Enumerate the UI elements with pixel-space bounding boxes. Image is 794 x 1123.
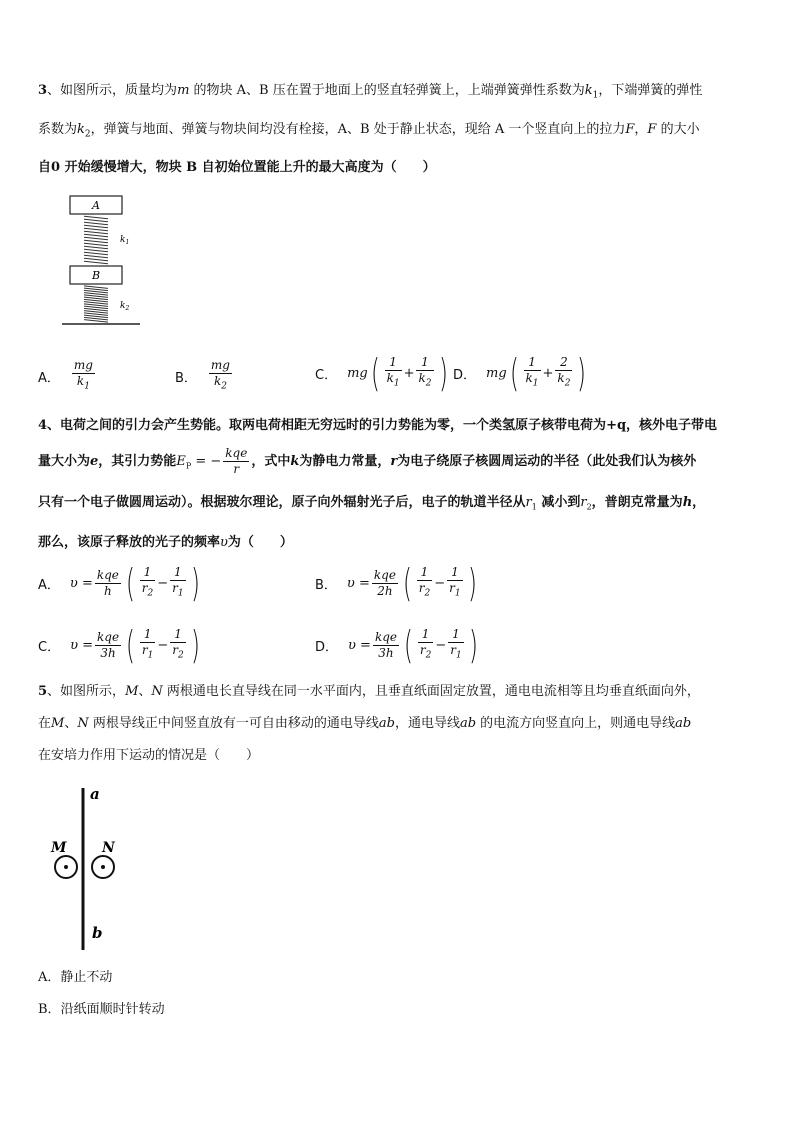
q4-line-2: 量大小为e，其引力势能$E_P$ = − $\frac{\text{kqe}}{r}$ ，式中k为静电力常量，r为电子绕原子核圆周运动的半径（此处我们认为核外: [38, 446, 697, 476]
question-4: [38, 408, 758, 561]
wire-label-n: N: [102, 840, 115, 856]
spring-coil: [84, 297, 108, 299]
wire-label-m: M: [51, 840, 67, 856]
q4-option-d[interactable]: D． υ = $\frac{\text{kqe}}{3h}$ ( $\frac{1}{r_2}$ − $\frac{1}{r_1}$ ): [315, 623, 478, 667]
spring-coil: [84, 302, 108, 304]
spring-coil: [84, 313, 108, 315]
q3-option-d[interactable]: D． mg ( $\frac{1}{k_1}$ + $\frac{2}{k_2}$ ): [453, 351, 587, 395]
spring-coil: [84, 320, 108, 322]
spring-coil: [84, 249, 108, 251]
spring-coil: [84, 237, 108, 239]
spring-coil: [84, 308, 108, 310]
spring-coil: [84, 295, 108, 297]
spring-coil: [84, 290, 108, 292]
spring-coil: [84, 299, 108, 301]
spring-coil: [84, 288, 108, 290]
spring-coil: [84, 228, 108, 230]
q4-option-b[interactable]: B． υ = $\frac{\text{kqe}}{2h}$ ( $\frac{1}{r_2}$ − $\frac{1}{r_1}$ ): [315, 561, 477, 605]
q5-line-1: 5、如图所示，M、N 两根通电长直导线在同一水平面内，且垂直纸面固定放置，通电电流相等且均垂直纸面向外，: [38, 684, 700, 699]
spring-coil: [84, 216, 108, 218]
q5-option-a[interactable]: A．静止不动: [38, 970, 113, 985]
spring-coil: [84, 243, 108, 245]
question-5: [38, 676, 758, 772]
spring-k2-label: $k_2$: [120, 301, 130, 312]
q3-line-3: 自0 开始缓慢增大，物块 B 自初始位置能上升的最大高度为（ ）: [38, 160, 436, 176]
spring-coil: [84, 225, 108, 227]
spring-coil: [84, 304, 108, 306]
q5-line-3: 在安培力作用下运动的情况是（ ）: [38, 748, 260, 763]
spring-coil: [84, 219, 108, 221]
question-3: [38, 74, 758, 185]
spring-coil: [84, 293, 108, 295]
spring-coil: [84, 306, 108, 308]
q4-option-a[interactable]: A． υ = $\frac{\text{kqe}}{h}$ ( $\frac{1}{r_2}$ − $\frac{1}{r_1}$ ): [38, 561, 200, 605]
wire-m-dot: [64, 865, 68, 869]
q5-line-2: 在M、N 两根导线正中间竖直放有一可自由移动的通电导线ab，通电导线ab 的电流方向竖直向上，则通电导线ab: [38, 716, 692, 731]
spring-coil: [84, 246, 108, 248]
spring-coil: [84, 258, 108, 260]
q3-line-1: 3、如图所示，质量均为m 的物块 A、B 压在置于地面上的竖直轻弹簧上，上端弹簧弹性系数为$k_1$，下端弹簧的弹性: [38, 83, 703, 101]
block-a-label: A: [92, 199, 100, 212]
spring-coil: [84, 286, 108, 288]
spring-coil: [84, 315, 108, 317]
spring-coil: [84, 317, 108, 319]
q4-option-c[interactable]: C． υ = $\frac{\text{kqe}}{3h}$ ( $\frac{1}{r_1}$ − $\frac{1}{r_2}$ ): [38, 623, 200, 667]
spring-coil: [84, 255, 108, 257]
wire-n-dot: [101, 865, 105, 869]
spring-coil: [84, 261, 108, 263]
block-b-label: B: [91, 269, 101, 282]
q4-line-4: 那么，该原子释放的光子的频率υ为（ ）: [38, 535, 293, 551]
spring-k1-label: $k_1$: [120, 235, 130, 246]
q4-line-1: 4、电荷之间的引力会产生势能。取两电荷相距无穷远时的引力势能为零，一个类氢原子核带电荷为+q，核外电子带电: [38, 418, 718, 433]
spring-coil: [84, 311, 108, 313]
spring-coil: [84, 222, 108, 224]
spring-k2: [84, 286, 108, 322]
q3-option-b[interactable]: B． $\frac{mg}{k_2}$: [175, 358, 230, 392]
q3-line-2: 系数为$k_2$，弹簧与地面、弹簧与物块间均没有栓接，A、B 处于静止状态，现给 A 一个竖直向上的拉力F，F 的大小: [38, 121, 700, 140]
spring-k1: [84, 216, 108, 263]
q3-option-a[interactable]: A． $\frac{mg}{k_1}$: [38, 358, 93, 392]
spring-coil: [84, 252, 108, 254]
spring-coil: [84, 240, 108, 242]
spring-coil: [84, 234, 108, 236]
wire-label-b: b: [92, 924, 103, 942]
q3-spring-figure: [60, 192, 150, 328]
q4-line-3: 只有一个电子做圆周运动）。根据玻尔理论，原子向外辐射光子后，电子的轨道半径从$r_1$ 减小到$r_2$，普朗克常量为h，: [38, 494, 706, 512]
q5-option-b[interactable]: B．沿纸面顺时针转动: [38, 1002, 165, 1017]
q3-option-c[interactable]: C． mg ( $\frac{1}{k_1}$ + $\frac{1}{k_2}$ ): [315, 351, 448, 395]
q5-wire-figure: [48, 782, 138, 954]
wire-label-a: a: [90, 785, 100, 803]
spring-coil: [84, 231, 108, 233]
